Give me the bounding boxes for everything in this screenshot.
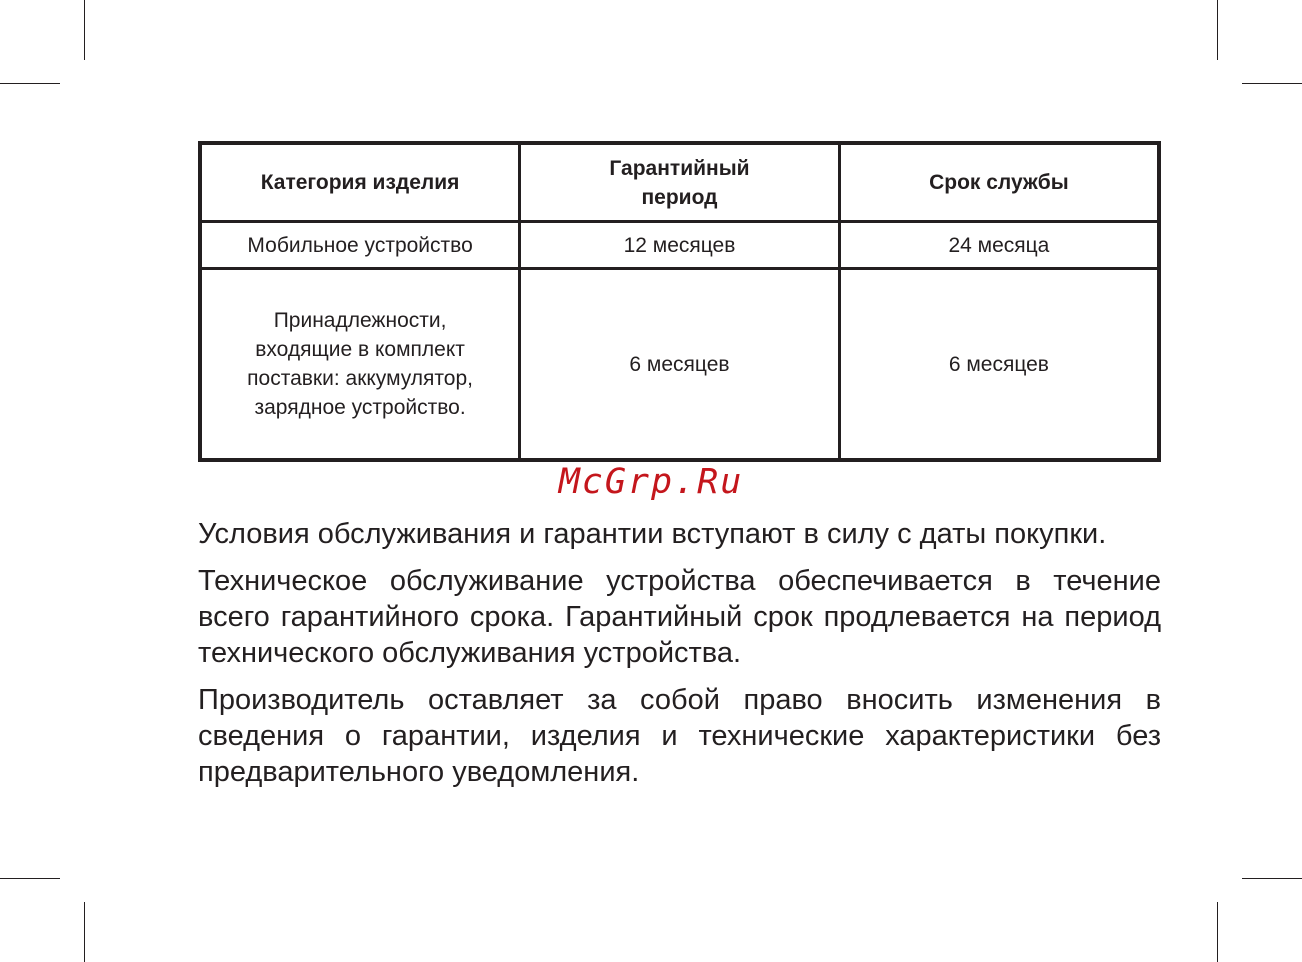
cell-category: Принадлежности, входящие в комплект поставки: аккумулятор, зарядное устройство. xyxy=(200,269,520,461)
cell-service-life: 6 месяцев xyxy=(839,269,1159,461)
cell-service-life: 24 месяца xyxy=(839,222,1159,269)
header-warranty-period: Гарантийный период xyxy=(520,143,840,222)
crop-mark-bottom-right-horizontal xyxy=(1242,878,1302,879)
paragraph-service-period: Техническое обслуживание устройства обеспечивается в течение всего гарантийного срока. Гарантийный срок продлевается на период технического обслуживания устройства. xyxy=(198,565,1161,669)
cell-warranty-period: 12 месяцев xyxy=(520,222,840,269)
header-category: Категория изделия xyxy=(200,143,520,222)
crop-mark-top-left-vertical xyxy=(84,0,85,60)
crop-mark-bottom-right-vertical xyxy=(1217,902,1218,962)
crop-mark-bottom-left-horizontal xyxy=(0,878,60,879)
crop-mark-bottom-left-vertical xyxy=(84,902,85,962)
table-row xyxy=(200,269,1159,461)
table-row xyxy=(200,222,1159,269)
table-header-row xyxy=(200,143,1159,222)
crop-mark-top-right-vertical xyxy=(1217,0,1218,60)
body-text xyxy=(198,516,1161,801)
paragraph-service-start: Условия обслуживания и гарантии вступают в силу с даты покупки. xyxy=(198,518,1107,550)
cell-category: Мобильное устройство xyxy=(200,222,520,269)
crop-mark-top-left-horizontal xyxy=(0,83,60,84)
cell-warranty-period: 6 месяцев xyxy=(520,269,840,461)
paragraph-manufacturer-rights: Производитель оставляет за собой право вносить изменения в сведения о гарантии, изделия и технические характеристики без предварительного уведомления. xyxy=(198,684,1161,788)
crop-mark-top-right-horizontal xyxy=(1242,83,1302,84)
warranty-table xyxy=(198,141,1161,462)
header-service-life: Срок службы xyxy=(839,143,1159,222)
watermark: McGrp.Ru xyxy=(558,462,744,502)
